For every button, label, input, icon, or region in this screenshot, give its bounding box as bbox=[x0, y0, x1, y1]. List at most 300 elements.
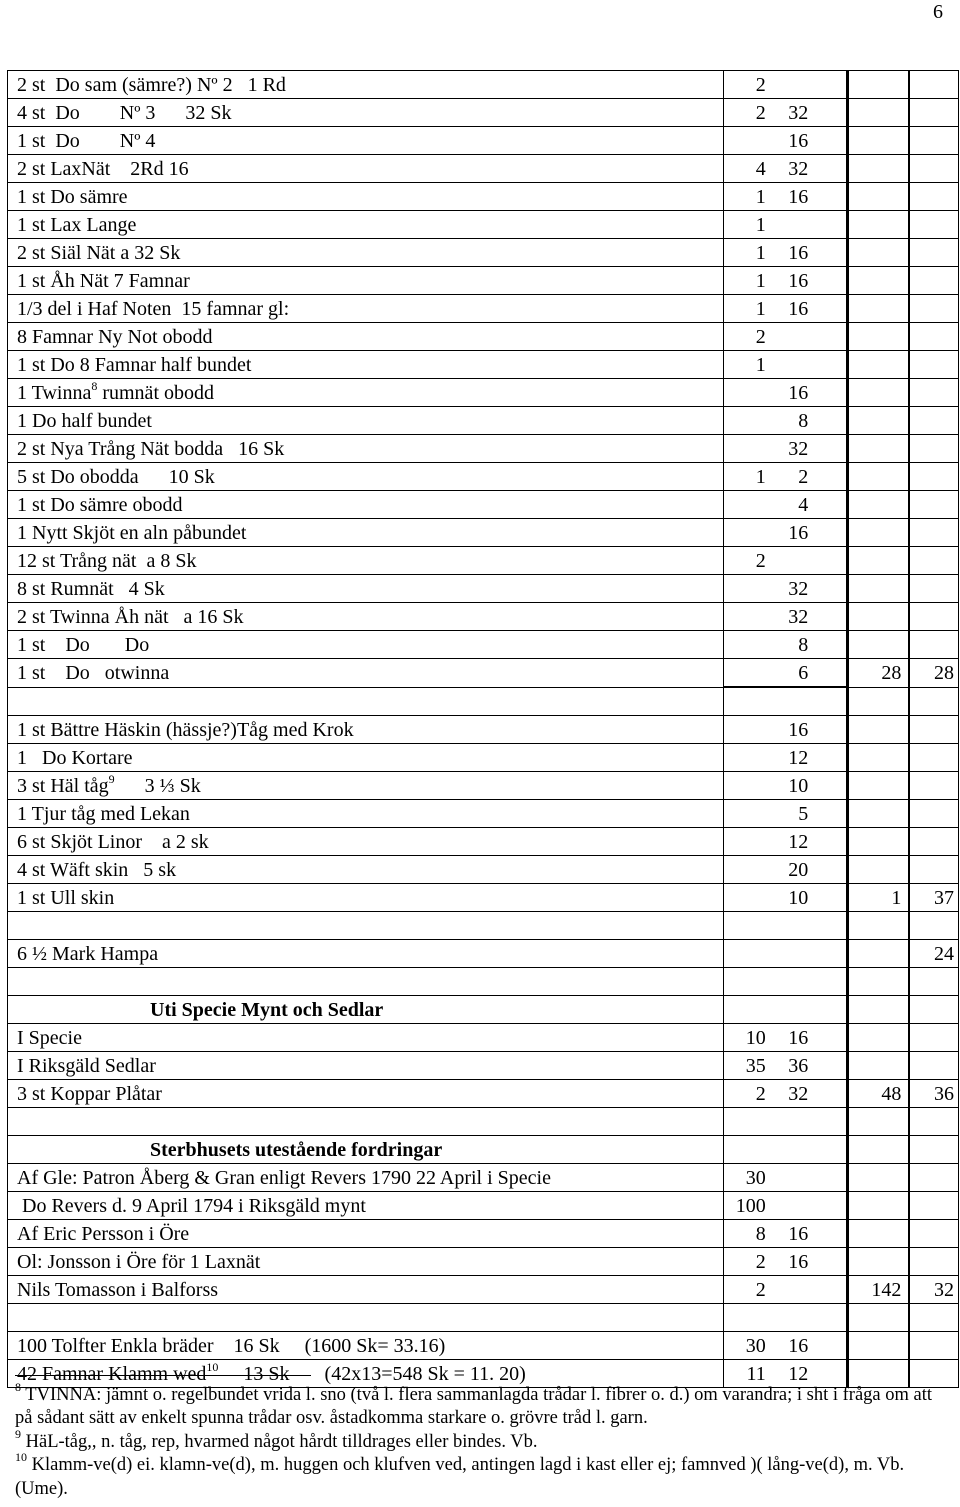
amount-sk bbox=[772, 1136, 848, 1164]
blank-row bbox=[8, 912, 959, 940]
total-rd: 1 bbox=[848, 884, 910, 912]
total-sk bbox=[909, 1304, 958, 1332]
footnote bbox=[15, 1380, 950, 1431]
amount-sk: 8 bbox=[772, 407, 848, 435]
total-sk: 32 bbox=[909, 1276, 958, 1304]
amount-rd bbox=[724, 603, 772, 631]
blank-row bbox=[8, 1304, 959, 1332]
total-rd bbox=[848, 716, 910, 744]
ledger-row bbox=[8, 323, 959, 351]
ledger-row bbox=[8, 1192, 959, 1220]
total-sk bbox=[909, 1248, 958, 1276]
item-text: 1 st Do sämre obodd bbox=[17, 493, 183, 516]
item-text: 1 Do half bundet bbox=[17, 409, 152, 432]
total-rd bbox=[848, 1164, 910, 1192]
ledger-row bbox=[8, 351, 959, 379]
item-text: Sterbhusets utestående fordringar bbox=[150, 1138, 443, 1161]
amount-sk bbox=[772, 71, 848, 99]
amount-sk bbox=[772, 1192, 848, 1220]
item-description bbox=[8, 491, 724, 519]
ledger-row bbox=[8, 659, 959, 688]
item-description bbox=[8, 631, 724, 659]
total-rd bbox=[848, 351, 910, 379]
item-description bbox=[8, 744, 724, 772]
ledger-row bbox=[8, 491, 959, 519]
item-description bbox=[8, 1164, 724, 1192]
item-text: Do Revers d. 9 April 1794 i Riksgäld mynt bbox=[17, 1194, 366, 1217]
ledger-row bbox=[8, 295, 959, 323]
item-description bbox=[8, 1108, 724, 1136]
amount-rd bbox=[724, 940, 772, 968]
ledger-row bbox=[8, 884, 959, 912]
total-rd bbox=[848, 1052, 910, 1080]
total-sk bbox=[909, 435, 958, 463]
ledger-row bbox=[8, 631, 959, 659]
item-text: 1 st Do 8 Famnar half bundet bbox=[17, 353, 252, 376]
amount-rd: 2 bbox=[724, 1080, 772, 1108]
item-description bbox=[8, 575, 724, 603]
amount-sk: 10 bbox=[772, 884, 848, 912]
amount-rd bbox=[724, 1304, 772, 1332]
total-sk bbox=[909, 631, 958, 659]
amount-sk: 32 bbox=[772, 603, 848, 631]
amount-sk: 12 bbox=[772, 1360, 848, 1388]
item-description bbox=[8, 1052, 724, 1080]
item-text: Af Eric Persson i Öre bbox=[17, 1222, 190, 1245]
section-heading bbox=[8, 996, 724, 1024]
amount-rd bbox=[724, 659, 772, 688]
footnote bbox=[15, 1426, 950, 1454]
item-text: 1 Twinna bbox=[17, 381, 92, 404]
item-text: 4 st Do Nº 3 32 Sk bbox=[17, 101, 232, 124]
amount-sk bbox=[772, 1276, 848, 1304]
item-description bbox=[8, 800, 724, 828]
item-text: 5 st Do obodda 10 Sk bbox=[17, 465, 215, 488]
blank-row bbox=[8, 1108, 959, 1136]
item-description bbox=[8, 239, 724, 267]
item-description bbox=[8, 1332, 724, 1360]
total-sk bbox=[909, 99, 958, 127]
ledger-row bbox=[8, 435, 959, 463]
footnote-text: TVINNA: jämnt o. regelbundet vrida l. sno (två l. flera sammanlagda trådar l. fibrer o. d.) om varandra; i sht i fråga om att på sådant sätt av enkelt spunna trådar osv. åstadkomma starkare o. grövre tråd l. garn. bbox=[15, 1385, 933, 1429]
amount-rd: 1 bbox=[724, 351, 772, 379]
item-text: 1 st Åh Nät 7 Famnar bbox=[17, 269, 190, 292]
item-description bbox=[8, 1220, 724, 1248]
item-text-continued: 3 ⅓ Sk bbox=[114, 774, 201, 797]
ledger-row bbox=[8, 940, 959, 968]
amount-sk: 16 bbox=[772, 1332, 848, 1360]
item-text: 2 st Twinna Åh nät a 16 Sk bbox=[17, 605, 244, 628]
total-rd bbox=[848, 127, 910, 155]
amount-rd: 10 bbox=[724, 1024, 772, 1052]
total-sk bbox=[909, 183, 958, 211]
amount-rd bbox=[724, 491, 772, 519]
total-rd bbox=[848, 1332, 910, 1360]
amount-sk: 20 bbox=[772, 856, 848, 884]
total-sk bbox=[909, 1108, 958, 1136]
item-text: 1/3 del i Haf Noten 15 famnar gl: bbox=[17, 297, 290, 320]
amount-rd: 2 bbox=[724, 1248, 772, 1276]
ledger-row bbox=[8, 772, 959, 800]
page-number: 6 bbox=[933, 1, 943, 23]
ledger-row bbox=[8, 211, 959, 239]
total-sk bbox=[909, 407, 958, 435]
amount-rd bbox=[724, 912, 772, 940]
total-sk bbox=[909, 71, 958, 99]
ledger-row bbox=[8, 744, 959, 772]
amount-sk: 6 bbox=[772, 659, 848, 688]
ledger-row bbox=[8, 1332, 959, 1360]
item-text: 1 st Lax Lange bbox=[17, 213, 137, 236]
amount-sk: 12 bbox=[772, 744, 848, 772]
total-rd bbox=[848, 968, 910, 996]
item-description bbox=[8, 1080, 724, 1108]
total-rd bbox=[848, 856, 910, 884]
footnote-number: 8 bbox=[15, 1380, 21, 1394]
ledger-row bbox=[8, 1080, 959, 1108]
ledger-row bbox=[8, 239, 959, 267]
total-rd bbox=[848, 940, 910, 968]
amount-sk: 16 bbox=[772, 519, 848, 547]
ledger-row bbox=[8, 183, 959, 211]
item-text: Ol: Jonsson i Öre för 1 Laxnät bbox=[17, 1250, 261, 1273]
amount-sk: 32 bbox=[772, 99, 848, 127]
ledger-row bbox=[8, 603, 959, 631]
item-description bbox=[8, 1304, 724, 1332]
amount-sk: 32 bbox=[772, 1080, 848, 1108]
amount-rd bbox=[724, 772, 772, 800]
total-sk bbox=[909, 267, 958, 295]
item-text: 1 st Do Do bbox=[17, 633, 150, 656]
item-description bbox=[8, 940, 724, 968]
total-rd bbox=[848, 772, 910, 800]
item-text: 4 st Wäft skin 5 sk bbox=[17, 858, 177, 881]
amount-rd bbox=[724, 687, 772, 716]
item-text: Nils Tomasson i Balforss bbox=[17, 1278, 219, 1301]
total-sk bbox=[909, 603, 958, 631]
amount-sk: 2 bbox=[772, 463, 848, 491]
total-sk bbox=[909, 463, 958, 491]
total-rd bbox=[848, 1220, 910, 1248]
ledger-row bbox=[8, 519, 959, 547]
footnote-text: HäL-tåg,, n. tåg, rep, hvarmed något hårdt tilldrages eller bindes. Vb. bbox=[21, 1431, 538, 1452]
total-sk bbox=[909, 295, 958, 323]
amount-rd bbox=[724, 968, 772, 996]
footnote-rule bbox=[15, 1375, 311, 1376]
amount-sk: 10 bbox=[772, 772, 848, 800]
ledger-row bbox=[8, 856, 959, 884]
item-text: 2 st Do sam (sämre?) Nº 2 1 Rd bbox=[17, 73, 286, 96]
total-rd bbox=[848, 463, 910, 491]
item-text: 3 st Koppar Plåtar bbox=[17, 1082, 162, 1105]
item-description bbox=[8, 1192, 724, 1220]
amount-sk: 12 bbox=[772, 828, 848, 856]
total-sk bbox=[909, 155, 958, 183]
amount-rd: 2 bbox=[724, 547, 772, 575]
total-sk bbox=[909, 491, 958, 519]
total-rd bbox=[848, 267, 910, 295]
item-text: 8 Famnar Ny Not obodd bbox=[17, 325, 213, 348]
item-description bbox=[8, 828, 724, 856]
total-rd bbox=[848, 603, 910, 631]
amount-rd: 1 bbox=[724, 463, 772, 491]
total-sk bbox=[909, 575, 958, 603]
total-sk bbox=[909, 744, 958, 772]
total-rd bbox=[848, 912, 910, 940]
item-description bbox=[8, 127, 724, 155]
item-description bbox=[8, 99, 724, 127]
item-description bbox=[8, 884, 724, 912]
amount-rd: 8 bbox=[724, 1220, 772, 1248]
total-rd bbox=[848, 1136, 910, 1164]
total-sk bbox=[909, 912, 958, 940]
section-heading-row bbox=[8, 1136, 959, 1164]
amount-rd: 2 bbox=[724, 71, 772, 99]
item-text: 1 st Ull skin bbox=[17, 886, 115, 909]
amount-rd bbox=[724, 856, 772, 884]
total-sk bbox=[909, 1220, 958, 1248]
total-rd bbox=[848, 155, 910, 183]
total-sk: 36 bbox=[909, 1080, 958, 1108]
item-text: Uti Specie Mynt och Sedlar bbox=[150, 998, 384, 1021]
amount-rd bbox=[724, 800, 772, 828]
section-heading-row bbox=[8, 996, 959, 1024]
total-sk bbox=[909, 323, 958, 351]
amount-sk bbox=[772, 1304, 848, 1332]
amount-sk bbox=[772, 323, 848, 351]
amount-rd bbox=[724, 828, 772, 856]
total-sk bbox=[909, 211, 958, 239]
item-description bbox=[8, 379, 724, 407]
footnote-marker: 10 bbox=[206, 1359, 219, 1374]
item-text: 3 st Häl tåg bbox=[17, 774, 109, 797]
total-sk bbox=[909, 1164, 958, 1192]
item-description bbox=[8, 687, 724, 716]
ledger-row bbox=[8, 828, 959, 856]
amount-sk bbox=[772, 547, 848, 575]
item-text: I Riksgäld Sedlar bbox=[17, 1054, 156, 1077]
total-rd bbox=[848, 491, 910, 519]
total-sk: 24 bbox=[909, 940, 958, 968]
item-text: 12 st Trång nät a 8 Sk bbox=[17, 549, 197, 572]
item-description bbox=[8, 1248, 724, 1276]
footnote-number: 10 bbox=[15, 1450, 27, 1465]
item-text: 42 Famnar Klamm wed bbox=[17, 1362, 207, 1385]
amount-rd: 11 bbox=[724, 1360, 772, 1388]
item-text: Af Gle: Patron Åberg & Gran enligt Revers 1790 22 April i Specie bbox=[17, 1166, 551, 1189]
amount-sk: 16 bbox=[772, 295, 848, 323]
item-description bbox=[8, 407, 724, 435]
ledger-row bbox=[8, 1052, 959, 1080]
total-sk bbox=[909, 856, 958, 884]
item-text: 1 Nytt Skjöt en aln påbundet bbox=[17, 521, 247, 544]
amount-rd bbox=[724, 435, 772, 463]
amount-rd: 100 bbox=[724, 1192, 772, 1220]
total-sk bbox=[909, 127, 958, 155]
item-text: 6 st Skjöt Linor a 2 sk bbox=[17, 830, 209, 853]
item-description bbox=[8, 856, 724, 884]
total-rd bbox=[848, 996, 910, 1024]
item-description bbox=[8, 716, 724, 744]
amount-sk: 16 bbox=[772, 267, 848, 295]
total-rd: 142 bbox=[848, 1276, 910, 1304]
ledger-row bbox=[8, 1220, 959, 1248]
ledger-row bbox=[8, 379, 959, 407]
ledger-row bbox=[8, 547, 959, 575]
item-text: 1 st Do otwinna bbox=[17, 661, 170, 684]
ledger-row bbox=[8, 575, 959, 603]
amount-rd: 1 bbox=[724, 239, 772, 267]
amount-sk: 5 bbox=[772, 800, 848, 828]
amount-rd: 2 bbox=[724, 99, 772, 127]
amount-rd bbox=[724, 631, 772, 659]
total-sk bbox=[909, 772, 958, 800]
total-sk bbox=[909, 379, 958, 407]
item-text: 1 st Do Nº 4 bbox=[17, 129, 156, 152]
amount-rd bbox=[724, 1136, 772, 1164]
item-description bbox=[8, 659, 724, 688]
item-text: 100 Tolfter Enkla bräder 16 Sk (1600 Sk= 33.16) bbox=[17, 1334, 446, 1357]
total-rd bbox=[848, 295, 910, 323]
amount-rd: 1 bbox=[724, 267, 772, 295]
amount-rd: 2 bbox=[724, 323, 772, 351]
total-rd: 28 bbox=[848, 659, 910, 688]
amount-rd: 30 bbox=[724, 1332, 772, 1360]
item-text: I Specie bbox=[17, 1026, 82, 1049]
amount-rd: 35 bbox=[724, 1052, 772, 1080]
item-description bbox=[8, 603, 724, 631]
amount-sk: 16 bbox=[772, 1024, 848, 1052]
item-description bbox=[8, 211, 724, 239]
amount-rd: 1 bbox=[724, 183, 772, 211]
total-rd bbox=[848, 211, 910, 239]
item-description bbox=[8, 351, 724, 379]
item-text-continued: 13 Sk (42x13=548 Sk = 11. 20) bbox=[218, 1362, 526, 1385]
item-description bbox=[8, 71, 724, 99]
amount-rd bbox=[724, 884, 772, 912]
item-text: 1 st Bättre Häskin (hässje?)Tåg med Krok bbox=[17, 718, 354, 741]
total-sk bbox=[909, 1332, 958, 1360]
total-rd bbox=[848, 1304, 910, 1332]
item-text: 6 ½ Mark Hampa bbox=[17, 942, 159, 965]
total-sk bbox=[909, 1192, 958, 1220]
amount-rd bbox=[724, 716, 772, 744]
total-sk: 37 bbox=[909, 884, 958, 912]
total-rd bbox=[848, 800, 910, 828]
total-rd bbox=[848, 379, 910, 407]
amount-sk bbox=[772, 968, 848, 996]
item-text-continued: rumnät obodd bbox=[97, 381, 214, 404]
total-rd bbox=[848, 99, 910, 127]
amount-sk: 32 bbox=[772, 435, 848, 463]
amount-rd: 1 bbox=[724, 211, 772, 239]
total-rd bbox=[848, 631, 910, 659]
item-text: 1 Do Kortare bbox=[17, 746, 133, 769]
ledger-row bbox=[8, 99, 959, 127]
amount-sk: 4 bbox=[772, 491, 848, 519]
total-sk: 28 bbox=[909, 659, 958, 688]
total-sk bbox=[909, 800, 958, 828]
item-text: 2 st Nya Trång Nät bodda 16 Sk bbox=[17, 437, 285, 460]
footnote-marker: 8 bbox=[91, 378, 98, 393]
inventory-ledger bbox=[7, 70, 959, 1388]
item-text: 1 st Do sämre bbox=[17, 185, 128, 208]
total-sk bbox=[909, 687, 958, 716]
item-text: 2 st LaxNät 2Rd 16 bbox=[17, 157, 189, 180]
amount-rd bbox=[724, 379, 772, 407]
total-sk bbox=[909, 519, 958, 547]
total-rd bbox=[848, 183, 910, 211]
amount-rd: 4 bbox=[724, 155, 772, 183]
total-rd bbox=[848, 687, 910, 716]
item-description bbox=[8, 912, 724, 940]
amount-sk: 16 bbox=[772, 1220, 848, 1248]
total-rd bbox=[848, 323, 910, 351]
item-description bbox=[8, 519, 724, 547]
amount-rd bbox=[724, 996, 772, 1024]
item-description bbox=[8, 968, 724, 996]
amount-sk: 36 bbox=[772, 1052, 848, 1080]
total-sk bbox=[909, 1136, 958, 1164]
total-sk bbox=[909, 828, 958, 856]
total-rd bbox=[848, 1192, 910, 1220]
ledger-row bbox=[8, 1248, 959, 1276]
total-sk bbox=[909, 716, 958, 744]
blank-row bbox=[8, 968, 959, 996]
amount-rd bbox=[724, 127, 772, 155]
amount-rd: 30 bbox=[724, 1164, 772, 1192]
item-text: 2 st Siäl Nät a 32 Sk bbox=[17, 241, 181, 264]
item-description bbox=[8, 435, 724, 463]
amount-sk: 16 bbox=[772, 716, 848, 744]
ledger-row bbox=[8, 716, 959, 744]
blank-row bbox=[8, 687, 959, 716]
ledger-row bbox=[8, 1024, 959, 1052]
ledger-row bbox=[8, 463, 959, 491]
total-rd bbox=[848, 1024, 910, 1052]
footnote bbox=[15, 1450, 950, 1501]
total-rd bbox=[848, 435, 910, 463]
total-sk bbox=[909, 996, 958, 1024]
total-sk bbox=[909, 968, 958, 996]
total-rd bbox=[848, 1248, 910, 1276]
ledger-row bbox=[8, 155, 959, 183]
amount-rd bbox=[724, 407, 772, 435]
amount-sk: 16 bbox=[772, 127, 848, 155]
item-description bbox=[8, 1276, 724, 1304]
footnote-number: 9 bbox=[15, 1426, 21, 1441]
amount-sk: 16 bbox=[772, 379, 848, 407]
item-description bbox=[8, 463, 724, 491]
amount-sk: 16 bbox=[772, 1248, 848, 1276]
total-rd bbox=[848, 71, 910, 99]
item-description bbox=[8, 295, 724, 323]
item-description bbox=[8, 772, 724, 800]
item-description bbox=[8, 547, 724, 575]
ledger-row bbox=[8, 71, 959, 99]
amount-sk bbox=[772, 912, 848, 940]
amount-sk bbox=[772, 1108, 848, 1136]
item-description bbox=[8, 155, 724, 183]
ledger-row bbox=[8, 800, 959, 828]
amount-rd bbox=[724, 519, 772, 547]
amount-rd bbox=[724, 575, 772, 603]
total-rd: 48 bbox=[848, 1080, 910, 1108]
ledger-row bbox=[8, 127, 959, 155]
total-sk bbox=[909, 1052, 958, 1080]
total-rd bbox=[848, 575, 910, 603]
item-description bbox=[8, 183, 724, 211]
